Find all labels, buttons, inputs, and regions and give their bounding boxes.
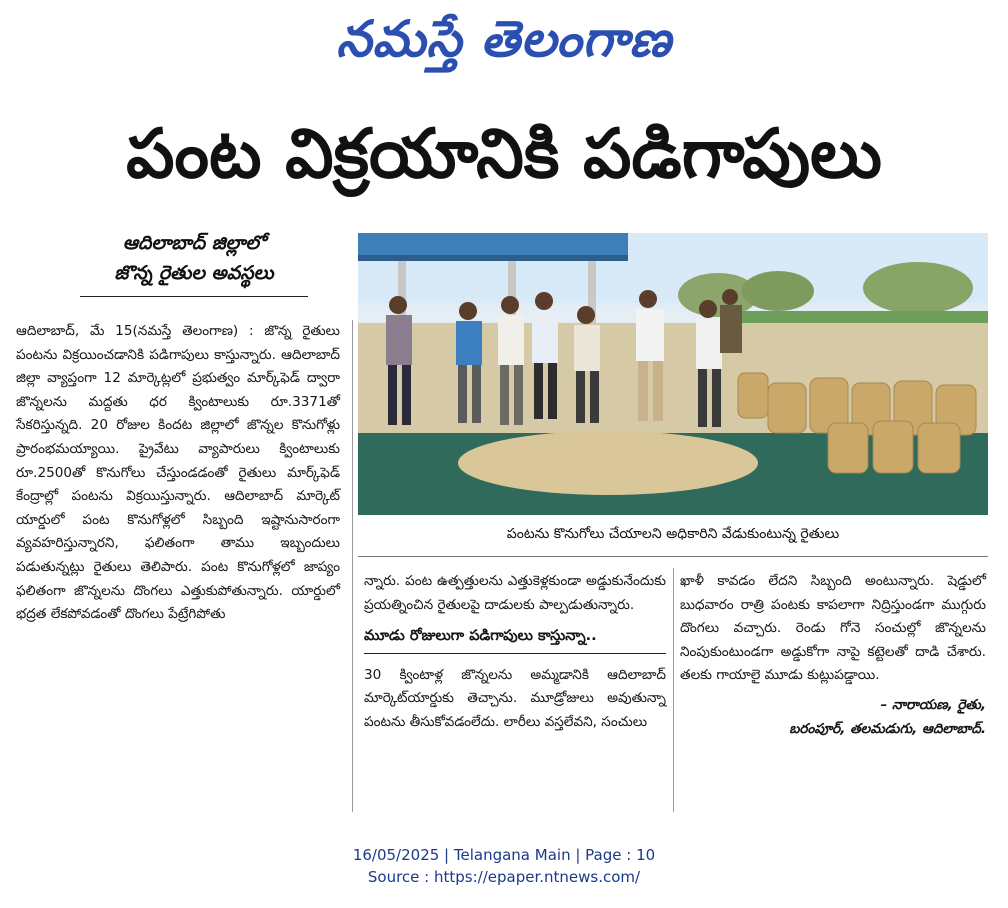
news-photo	[358, 233, 988, 515]
subhead-line-2: జొన్న రైతుల అవస్థలు	[114, 262, 274, 284]
subhead-line-1: ఆదిలాబాద్ జిల్లాలో	[122, 232, 266, 254]
article-column-1	[16, 320, 340, 627]
photo-caption: పంటను కొనుగోలు చేయాలని అధికారిని వేడుకుంటున్న రైతులు	[506, 526, 840, 542]
subhead-divider	[80, 296, 308, 297]
headline: పంట విక్రయానికి పడిగాపులు	[126, 115, 882, 194]
signature-line-1: – నారాయణ, రైతు,	[880, 696, 986, 713]
article-text-col2b: 30 క్వింటాళ్ల జొన్నలను అమ్మడానికి ఆదిలాబాద్ మార్కెట్‌యార్డుకు తెచ్చాను. మూడ్రోజులు అవుతున్నా పంటను తీసుకోవడంలేదు. లారీలు వస్తలేవని, సంచులు	[364, 666, 666, 730]
masthead-logo: నమస్తే తెలంగాణ	[336, 9, 672, 68]
market-yard-photo-illustration	[358, 233, 988, 515]
signature	[680, 694, 986, 741]
footer-source-link[interactable]: Source : https://epaper.ntnews.com/	[367, 868, 641, 886]
article-column-3	[680, 570, 986, 741]
page-footer	[0, 844, 1008, 888]
signature-line-2: బరంపూర్, తలమడుగు, ఆదిలాబాద్.	[789, 720, 986, 737]
article-text-col3: ఖాళీ కావడం లేదని సిబ్బంది అంటున్నారు. షెడ్డులో బుధవారం రాత్రి పంటకు కాపలాగా నిద్రిస్తుండగా ముగ్గురు దొంగలు వచ్చారు. రెండు గోనె సంచుల్లో జొన్నలను నింపుకుంటుండగా అడ్డుకోగా నాపై కట్టెలతో దాడి చేశారు. తలకు గాయాలై మూడు కుట్లుపడ్డాయి.	[680, 573, 986, 684]
article-column-2	[364, 570, 666, 735]
column-divider-2	[673, 568, 674, 812]
caption-divider	[358, 556, 988, 557]
section-heading: మూడు రోజులుగా పడిగాపులు కాస్తున్నా..	[364, 625, 666, 654]
article-text-col2a: న్నారు. పంట ఉత్పత్తులను ఎత్తుకెళ్లకుండా అడ్డుకునేందుకు ప్రయత్నించిన రైతులపై దాడులకు పాల్పడుతున్నారు.	[364, 573, 666, 613]
article-text-col1: ఆదిలాబాద్, మే 15(నమస్తే తెలంగాణ) : జొన్న రైతులు పంటను విక్రయించడానికి పడిగాపులు కాస్తున్నారు. ఆదిలాబాద్ జిల్లా వ్యాప్తంగా 12 మార్కెట్లలో ప్రభుత్వం మార్క్‌ఫెడ్ ద్వారా జొన్నలను మద్దతు ధర క్వింటాలుకు రూ.3371తో సేకరిస్తున్నది. 20 రోజుల కిందట జిల్లాలో జొన్నల కొనుగోళ్లు ప్రారంభమయ్యాయి. ప్రైవేటు వ్యాపారులు క్వింటాలుకు రూ.2500తో కొనుగోలు చేస్తుండడంతో రైతులు మార్క్‌ఫెడ్ కేంద్రాల్లో పంటను విక్రయిస్తున్నారు. ఆదిలాబాద్ మార్కెట్ యార్డులో పంట కొనుగోళ్లలో సిబ్బంది ఇష్టానుసారంగా వ్యవహరిస్తున్నారని, ఫలితంగా తాము ఇబ్బందులు పడుతున్నట్లు రైతులు తెలిపారు. పంట కొనుగోళ్లలో జాప్యం ఫలితంగా జొన్నలను దొంగలు ఎత్తుకుపోతున్నారు. యార్డులో భద్రత లేకపోవడంతో దొంగలు పేట్రేగిపోతు	[16, 323, 340, 623]
footer-date-edition: 16/05/2025 | Telangana Main | Page : 10	[352, 846, 656, 864]
column-divider-1	[352, 320, 353, 812]
subhead	[60, 228, 328, 288]
